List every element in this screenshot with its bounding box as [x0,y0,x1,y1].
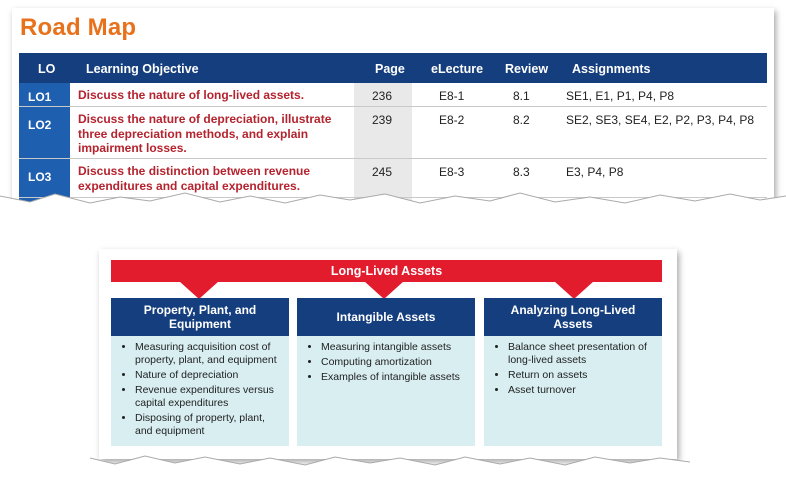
list-item: • Revenue expenditures versus capital expenditures [135,384,283,410]
list-item: • Computing amortization [321,356,469,369]
row-page: 245 [372,165,393,179]
row-objective: Discuss the nature of depreciation, illustrate three depreciation methods, and explain impairment losses. [78,112,332,155]
column-title: Property, Plant, and Equipment [111,298,289,336]
column-analyzing [484,298,662,446]
list-item: • Examples of intangible assets [321,371,469,384]
list-item: • Disposing of property, plant, and equipment [135,412,283,438]
row-assignments: SE2, SE3, SE4, E2, P2, P3, P4, P8 [566,113,755,127]
column-title: Intangible Assets [297,298,475,336]
row-page: 239 [372,113,393,127]
row-lo: LO3 [28,170,52,184]
row-assignments: SE1, E1, P1, P4, P8 [566,89,675,103]
row-review: 8.1 [513,89,530,103]
row-electure: E8-2 [439,113,465,127]
overview-card [99,249,677,459]
road-map-title: Road Map [20,14,137,41]
header-assignments: Assignments [572,62,651,76]
table-row [19,107,767,159]
torn-edge-bottom [90,452,690,482]
row-review: 8.3 [513,165,530,179]
row-lo: LO2 [28,118,52,132]
torn-edge [0,188,786,218]
row-review: 8.2 [513,113,530,127]
row-assignments: E3, P4, P8 [566,165,624,179]
list-item: • Measuring acquisition cost of property, plant, and equipment [135,341,283,367]
row-lo: LO1 [28,90,52,104]
banner-title: Long-Lived Assets [111,260,662,282]
list-item: • Return on assets [508,369,656,382]
road-map-table [19,53,767,204]
column-intangible [297,298,475,446]
column-title: Analyzing Long-Lived Assets [484,298,662,336]
row-page: 236 [372,89,393,103]
list-item: • Nature of depreciation [135,369,283,382]
table-header [19,53,767,83]
road-map-card [12,8,774,204]
header-page: Page [375,62,405,76]
table-row [19,83,767,107]
header-review: Review [505,62,549,76]
row-objective: Discuss the distinction between revenue expenditures and capital expenditures. [78,164,311,193]
row-electure: E8-3 [439,165,465,179]
column-property [111,298,289,446]
header-lo: LO [38,62,56,76]
list-item: • Measuring intangible assets [321,341,469,354]
list-item: • Balance sheet presentation of long-lived assets [508,341,656,367]
header-objective: Learning Objective [86,62,199,76]
list-item: • Asset turnover [508,384,656,397]
row-electure: E8-1 [439,89,465,103]
row-objective: Discuss the nature of long-lived assets. [78,88,305,102]
header-electure: eLecture [431,62,484,76]
